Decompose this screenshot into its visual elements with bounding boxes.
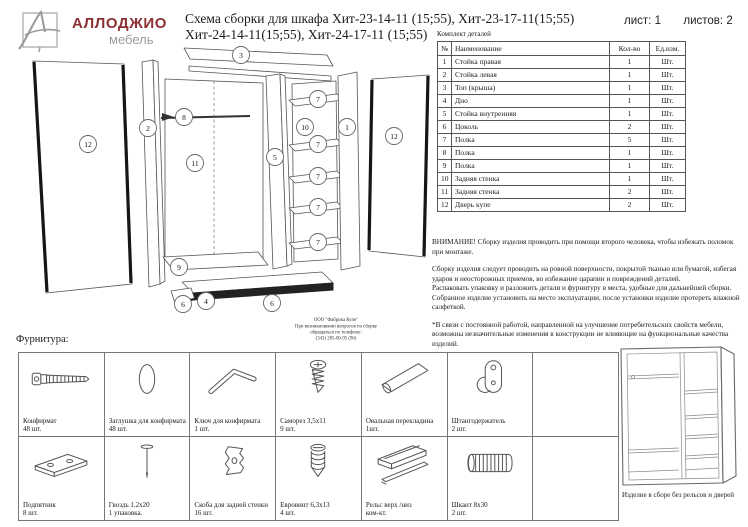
callout-10 [297, 119, 314, 136]
table-cell: 9 [438, 160, 452, 173]
table-cell: Задняя стенка [452, 186, 610, 199]
parts-table [437, 41, 686, 212]
nail-icon [105, 437, 190, 489]
callout-number: 7 [316, 171, 320, 181]
manufacturer-note [295, 318, 377, 342]
table-cell: Шт. [650, 56, 686, 69]
table-cell: 2 [610, 121, 650, 134]
callout-12 [80, 136, 97, 153]
assembled-caption: Изделие в сборе без рельсов и дверей [621, 491, 735, 499]
screw-icon [276, 353, 361, 405]
table-cell: Цоколь [452, 121, 610, 134]
assembly-notes [432, 238, 740, 349]
hardware-item-qty: 1 шт. [194, 424, 210, 433]
callout-8 [176, 109, 193, 126]
table-cell: 7 [438, 134, 452, 147]
rail-icon [362, 437, 447, 489]
table-header-row [438, 42, 686, 56]
title-line-1: Схема сборки для шкафа Хит-23-14-11 (15;55), Хит-23-17-11(15;55) [185, 11, 575, 26]
sheet-value: 1 [654, 15, 661, 27]
confirmat-icon [19, 353, 104, 405]
callout-number: 7 [316, 94, 320, 104]
hardware-cell-oval-bar [362, 353, 448, 437]
hardware-cell-rod-holder [448, 353, 534, 437]
table-cell: 3 [438, 82, 452, 95]
callout-2 [140, 120, 157, 137]
part-back-panel-large [165, 79, 263, 262]
hardware-item-qty: 4 шт. [280, 508, 296, 517]
table-cell: Дверь купе [452, 199, 610, 212]
table-row [438, 56, 686, 69]
callout-number: 5 [273, 152, 277, 162]
table-row [438, 160, 686, 173]
callout-4 [198, 293, 215, 310]
title-line-2: Хит-24-14-11(15;55), Хит-24-17-11 (15;55) [185, 27, 428, 43]
table-cell: 1 [610, 147, 650, 160]
hardware-item-qty: ком-кт. [365, 508, 387, 517]
table-cell: Стойка внутренняя [452, 108, 610, 121]
manufacturer-line: обращаться по телефону: [310, 330, 362, 336]
part-stand-internal [266, 74, 292, 269]
callout-6a [175, 296, 192, 313]
hardware-cell-empty [533, 353, 619, 437]
table-cell: 1 [610, 82, 650, 95]
table-cell: Топ (крыша) [452, 82, 610, 95]
sheets-label: листов: [683, 15, 724, 27]
callout-5 [267, 149, 284, 166]
table-cell: Стойка правая [452, 56, 610, 69]
callout-7d [310, 199, 327, 216]
table-cell: 2 [610, 199, 650, 212]
hardware-item-qty: 2 шт. [451, 424, 467, 433]
callout-number: 12 [84, 139, 92, 149]
table-cell: 4 [438, 95, 452, 108]
hardware-cell-rail [362, 437, 448, 521]
manufacturer-line: При возникновении вопросов по сборке [295, 324, 377, 330]
table-cell: Шт. [650, 69, 686, 82]
hardware-cell-cap [105, 353, 191, 437]
hardware-item-qty: 48 шт. [108, 424, 128, 433]
table-row [438, 95, 686, 108]
callout-number: 1 [345, 122, 349, 132]
bracket-icon [190, 437, 275, 489]
hardware-item-qty: 16 шт. [194, 508, 213, 517]
part-door-left [33, 61, 132, 293]
table-cell: Полка [452, 147, 610, 160]
table-cell: Шт. [650, 199, 686, 212]
table-row [438, 108, 686, 121]
hardware-item-qty: 2 шт. [451, 508, 467, 517]
table-cell: Полка [452, 160, 610, 173]
hardware-item-name: Ключ для конфирмата [194, 416, 261, 425]
parts-table-caption: Комплект деталей [437, 30, 491, 38]
hardware-item-name: Саморез 3,5х11 [280, 416, 327, 425]
oval-bar-icon [362, 353, 447, 405]
callout-6b [264, 295, 281, 312]
table-cell: Полка [452, 134, 610, 147]
table-cell: 1 [610, 69, 650, 82]
hardware-cell-dowel [448, 437, 534, 521]
callout-number: 3 [239, 50, 243, 60]
hardware-item-name: Скоба для задней стенки [194, 500, 269, 509]
table-cell: Шт. [650, 95, 686, 108]
callout-number: 10 [301, 122, 309, 132]
hardware-cell-empty [533, 437, 619, 521]
callout-number: 2 [146, 123, 150, 133]
exploded-view-diagram [0, 40, 460, 350]
part-top-panel [184, 48, 333, 81]
table-row [438, 121, 686, 134]
callout-12b [386, 128, 403, 145]
callout-3 [233, 47, 250, 64]
table-cell: 1 [610, 160, 650, 173]
assembly-note: Собранное изделие установить на место эксплуатации, после установки изделие протереть влажной салфеткой. [432, 293, 740, 311]
hardware-item-qty: 9 шт. [280, 424, 296, 433]
table-cell: 2 [610, 186, 650, 199]
hardware-item-qty: 1 упаковка. [108, 508, 143, 517]
hardware-cell-nail [105, 437, 191, 521]
table-cell: 11 [438, 186, 452, 199]
assembly-note: Сборку изделия следует проводить на ровной поверхности, покрытой тканью или бумагой, избегая ударов и неосторожных приемов, во избежание царапин и повреждений деталей. [432, 265, 737, 283]
callout-number: 4 [204, 296, 208, 306]
callout-number: 6 [270, 298, 274, 308]
hardware-item-name: Шкант 8х30 [451, 500, 488, 509]
callout-number: 8 [182, 112, 186, 122]
hardware-cell-confirmat [19, 353, 105, 437]
table-cell: Шт. [650, 121, 686, 134]
table-cell: 8 [438, 147, 452, 160]
hardware-item-name: Гвоздь 1.2х20 [108, 500, 150, 509]
hardware-cell-hex-key [190, 353, 276, 437]
callout-number: 11 [191, 158, 199, 168]
hardware-cell-bracket [190, 437, 276, 521]
callout-number: 12 [390, 131, 398, 141]
table-row [438, 186, 686, 199]
table-cell: Шт. [650, 160, 686, 173]
table-cell: 1 [610, 56, 650, 69]
callout-number: 7 [316, 237, 320, 247]
table-row [438, 147, 686, 160]
part-bottom-and-plinth [171, 272, 333, 303]
callout-7a [310, 91, 327, 108]
hardware-cell-footplate [19, 437, 105, 521]
callout-number: 6 [181, 299, 185, 309]
col-number: № [438, 42, 452, 56]
sheets-value: 2 [726, 15, 733, 27]
hardware-item-name: Конфирмат [23, 416, 57, 425]
table-row [438, 173, 686, 186]
brand-name: АЛЛОДЖИО [72, 15, 168, 32]
table-cell: Шт. [650, 186, 686, 199]
table-cell: 1 [438, 56, 452, 69]
dowel-icon [448, 437, 533, 489]
manufacturer-line: (343) 285-00-95 (96) [315, 336, 357, 342]
table-cell: Дно [452, 95, 610, 108]
table-cell: 5 [610, 134, 650, 147]
brand-subtitle: мебель [109, 32, 154, 47]
table-cell: 10 [438, 173, 452, 186]
table-cell: 1 [610, 95, 650, 108]
table-cell: 1 [610, 173, 650, 186]
callout-7c [310, 168, 327, 185]
table-row [438, 134, 686, 147]
table-cell: 12 [438, 199, 452, 212]
callout-number: 7 [316, 202, 320, 212]
table-cell: 1 [610, 108, 650, 121]
hex-key-icon [190, 353, 275, 405]
rod-holder-icon [448, 353, 533, 405]
hardware-cell-euroscrew [276, 437, 362, 521]
callout-9 [171, 259, 188, 276]
part-door-right [369, 75, 429, 257]
hardware-item-name: Евровинт 6,3х13 [280, 500, 330, 509]
table-row [438, 69, 686, 82]
col-unit: Ед.изм. [650, 42, 686, 56]
page-title [185, 11, 574, 43]
hardware-item-qty: 8 шт. [23, 508, 38, 517]
hardware-item-name: Подпятник [23, 500, 56, 509]
callout-number: 7 [316, 139, 320, 149]
table-cell: 2 [438, 69, 452, 82]
hardware-section-title: Фурнитура: [16, 334, 69, 345]
callout-7b [310, 136, 327, 153]
table-row [438, 199, 686, 212]
callout-1 [339, 119, 356, 136]
hardware-item-name: Штангодержатель [451, 416, 506, 425]
hardware-item-name: Овальная перекладина [365, 416, 434, 425]
cap-icon [105, 353, 190, 405]
col-name: Наименование [452, 42, 610, 56]
footplate-icon [19, 437, 104, 489]
table-cell: Задняя стенка [452, 173, 610, 186]
part-stand-right [338, 72, 360, 270]
warning-text: ВНИМАНИЕ! Сборку изделия проводить при помощи второго человека, чтобы избежать поломок при монтаже. [432, 238, 734, 256]
table-row [438, 82, 686, 95]
sheet-info [624, 15, 733, 27]
hardware-item-qty: 48 шт. [23, 424, 42, 433]
table-cell: Шт. [650, 108, 686, 121]
hardware-cell-screw [276, 353, 362, 437]
callout-7e [310, 234, 327, 251]
assembled-wardrobe-drawing [608, 340, 748, 490]
table-cell: Шт. [650, 82, 686, 95]
manufacturer-line: ООО "Фабрика Купе" [313, 318, 359, 323]
hardware-item-name: Заглушка для конфирмата [108, 416, 186, 425]
hardware-item-qty: 1шт. [365, 424, 380, 433]
disclaimer-text: *В связи с постоянной работой, направленной на улучшение потребительских свойств мебели, возможны незначительные изменения в конструкции не влияющие на функциональные качества изделий. [432, 320, 729, 348]
col-qty: Кол-во [610, 42, 650, 56]
callout-number: 9 [177, 262, 181, 272]
assembly-note: Распаковать упаковку и разложить детали и фурнитуру в места, удобные для дальнейшей сборки. [432, 284, 732, 292]
hardware-item-name: Рельс верх /низ [365, 500, 412, 509]
part-stand-left [142, 60, 165, 287]
euroscrew-icon [276, 437, 361, 489]
callout-11 [187, 155, 204, 172]
table-cell: Стойка левая [452, 69, 610, 82]
sheet-label: лист: [624, 15, 652, 27]
table-cell: 6 [438, 121, 452, 134]
table-cell: Шт. [650, 147, 686, 160]
table-cell: Шт. [650, 134, 686, 147]
hardware-grid [18, 352, 619, 521]
table-cell: 5 [438, 108, 452, 121]
table-cell: Шт. [650, 173, 686, 186]
